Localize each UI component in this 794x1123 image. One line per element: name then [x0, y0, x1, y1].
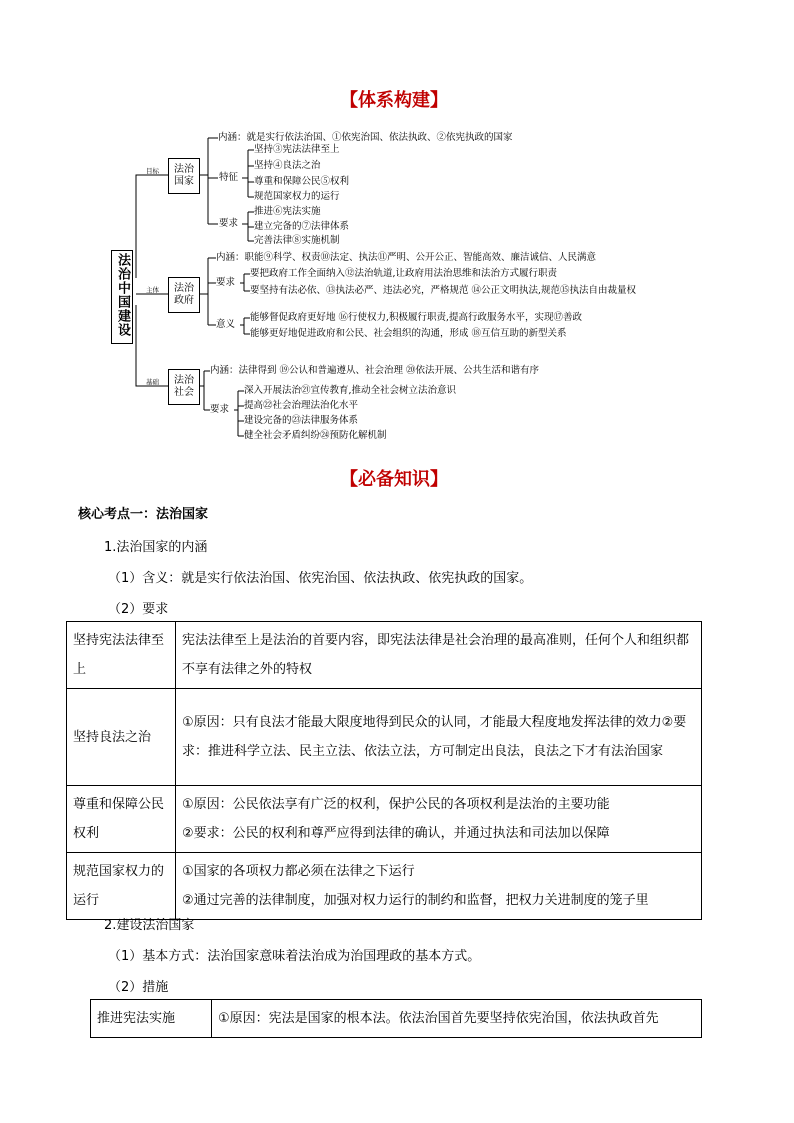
diagram-root-box	[111, 250, 133, 344]
node-fazhizhengfu-label: 法治政府	[174, 283, 194, 306]
node-fazhishehui	[168, 369, 200, 405]
node1-yaoqiu-1: 推进⑥宪法实施	[254, 206, 321, 217]
section-title-system: 【体系构建】	[340, 90, 448, 111]
node1-yaoqiu-3: 完善法律⑧实施机制	[254, 235, 340, 246]
table-key	[67, 689, 176, 786]
point1-item2: （2）要求	[108, 602, 169, 617]
connector-goal	[136, 175, 168, 278]
node1-yaoqiu-label: 要求	[219, 218, 239, 229]
table-row	[91, 1000, 702, 1038]
table-value	[176, 622, 702, 689]
table-key	[67, 622, 176, 689]
table-value	[176, 853, 702, 920]
table-key	[91, 1000, 212, 1038]
node2-yiyi-2: 能够更好地促进政府和公民、社会组织的沟通，形成 ⑱互信互助的新型关系	[250, 328, 567, 339]
table-key-text: 坚持良法之治	[73, 729, 152, 745]
node2-yaoqiu-2: 要坚持有法必依、⑬执法必严、违法必究，严格规范 ⑭公正文明执法,规范⑮执法自由裁量权	[250, 285, 637, 296]
node3-yaoqiu-label: 要求	[210, 404, 230, 415]
point1-heading: 核心考点一：法治国家	[78, 507, 209, 522]
branch-label-goal: 目标	[146, 167, 159, 175]
table-value-text: ①原因：只有良法才能最大限度地得到民众的认同，才能最大程度地发挥法律的效力②要求：推进科学立法、民主立法、依法立法，方可制定出良法，良法之下才有法治国家	[182, 715, 687, 759]
node1-tezheng-1: 坚持③宪法法律至上	[254, 144, 340, 155]
node3-yaoqiu-4: 健全社会矛盾纠纷㉔预防化解机制	[244, 430, 387, 441]
node1-tezheng-2: 坚持④良法之治	[254, 160, 321, 171]
table-value-text: ②要求：公民的权利和尊严应得到法律的确认，并通过执法和司法加以保障	[182, 826, 610, 841]
branch-label-base: 基础	[146, 378, 159, 386]
node3-yaoqiu-1: 深入开展法治㉑宣传教育,推动全社会树立法治意识	[244, 385, 457, 396]
node1-yaoqiu-2: 建立完备的⑦法律体系	[254, 221, 350, 232]
connector-node2	[200, 258, 216, 325]
table-value	[176, 786, 702, 853]
connector-node1	[200, 138, 218, 224]
table-key	[67, 786, 176, 853]
point1-sub2: 2.建设法治国家	[104, 918, 195, 933]
diagram-root-label: 法治中国建设	[115, 253, 130, 337]
connector-node3	[200, 371, 210, 410]
table-key-text: 尊重和保障公民权利	[73, 797, 165, 841]
node2-yaoqiu-1: 要把政府工作全面纳入⑫法治轨道,让政府用法治思维和法治方式履行职责	[250, 268, 558, 279]
table-value-text: ②通过完善的法律制度，加强对权力运行的制约和监督，把权力关进制度的笼子里	[182, 893, 649, 908]
node1-tezheng-4: 规范国家权力的运行	[254, 191, 340, 202]
point1-item3: （1）基本方式：法治国家意味着法治成为治国理政的基本方式。	[108, 949, 481, 964]
node2-yiyi-1: 能够督促政府更好地 ⑯行使权力,积极履行职责,提高行政服务水平，实现⑰善政	[250, 312, 583, 323]
table-key-text: 坚持宪法法律至上	[73, 633, 165, 677]
node-fazhiguojia	[168, 158, 200, 194]
connector-tezheng	[242, 150, 254, 197]
table-row	[67, 853, 702, 920]
table-key-text: 规范国家权力的运行	[73, 864, 165, 908]
table-key	[67, 853, 176, 920]
node2-yiyi-label: 意义	[216, 319, 236, 330]
node3-yaoqiu-3: 建设完备的㉓法律服务体系	[244, 415, 359, 426]
node3-neihan: 内涵：法律得到 ⑲公认和普遍遵从、社会治理 ⑳依法开展、公共生活和谐有序	[210, 365, 540, 376]
node2-yaoqiu-label: 要求	[216, 277, 236, 288]
requirements-table	[66, 621, 702, 920]
connector-yaoqiu2	[240, 274, 250, 291]
measures-table	[90, 999, 702, 1038]
branch-label-subject: 主体	[146, 286, 159, 294]
table-value-text: 宪法法律至上是法治的首要内容，即宪法法律是社会治理的最高准则，任何个人和组织都不享有法律之外的特权	[182, 633, 690, 677]
table-row	[67, 689, 702, 786]
node3-yaoqiu-2: 提高㉒社会治理法治化水平	[244, 400, 359, 411]
connector-yaoqiu1	[242, 212, 254, 241]
table-value	[176, 689, 702, 786]
table-row	[67, 786, 702, 853]
node2-neihan: 内涵：职能⑨科学、权责⑩法定、执法⑪严明、公开公正、智能高效、廉洁诚信、人民满意	[216, 252, 597, 263]
node1-tezheng-label: 特征	[219, 172, 239, 183]
node1-neihan: 内涵：就是实行依法治国、①依宪治国、依法执政、②依宪执政的国家	[218, 132, 513, 143]
table-value-text: ①原因：宪法是国家的根本法。依法治国首先要坚持依宪治国，依法执政首先	[218, 1011, 659, 1026]
node-fazhizhengfu	[168, 277, 200, 313]
node1-tezheng-3: 尊重和保障公民⑤权利	[254, 176, 350, 187]
table-value-text: ①原因：公民依法享有广泛的权利，保护公民的各项权利是法治的主要功能	[182, 797, 610, 812]
section-title-knowledge: 【必备知识】	[340, 469, 448, 490]
table-value-text: ①国家的各项权力都必须在法律之下运行	[182, 864, 415, 879]
point1-item1: （1）含义：就是实行依法治国、依宪治国、依法执政、依宪执政的国家。	[108, 571, 533, 586]
connector-yaoqiu3	[234, 391, 244, 436]
node-fazhishehui-label: 法治社会	[174, 375, 194, 398]
table-value	[212, 1000, 702, 1038]
point1-item4: （2）措施	[108, 980, 169, 995]
table-row	[67, 622, 702, 689]
table-key-text: 推进宪法实施	[97, 1011, 176, 1026]
point1-sub1: 1.法治国家的内涵	[104, 540, 208, 555]
node-fazhiguojia-label: 法治国家	[174, 164, 194, 187]
connector-base	[136, 305, 168, 386]
connector-yiyi	[240, 318, 250, 334]
